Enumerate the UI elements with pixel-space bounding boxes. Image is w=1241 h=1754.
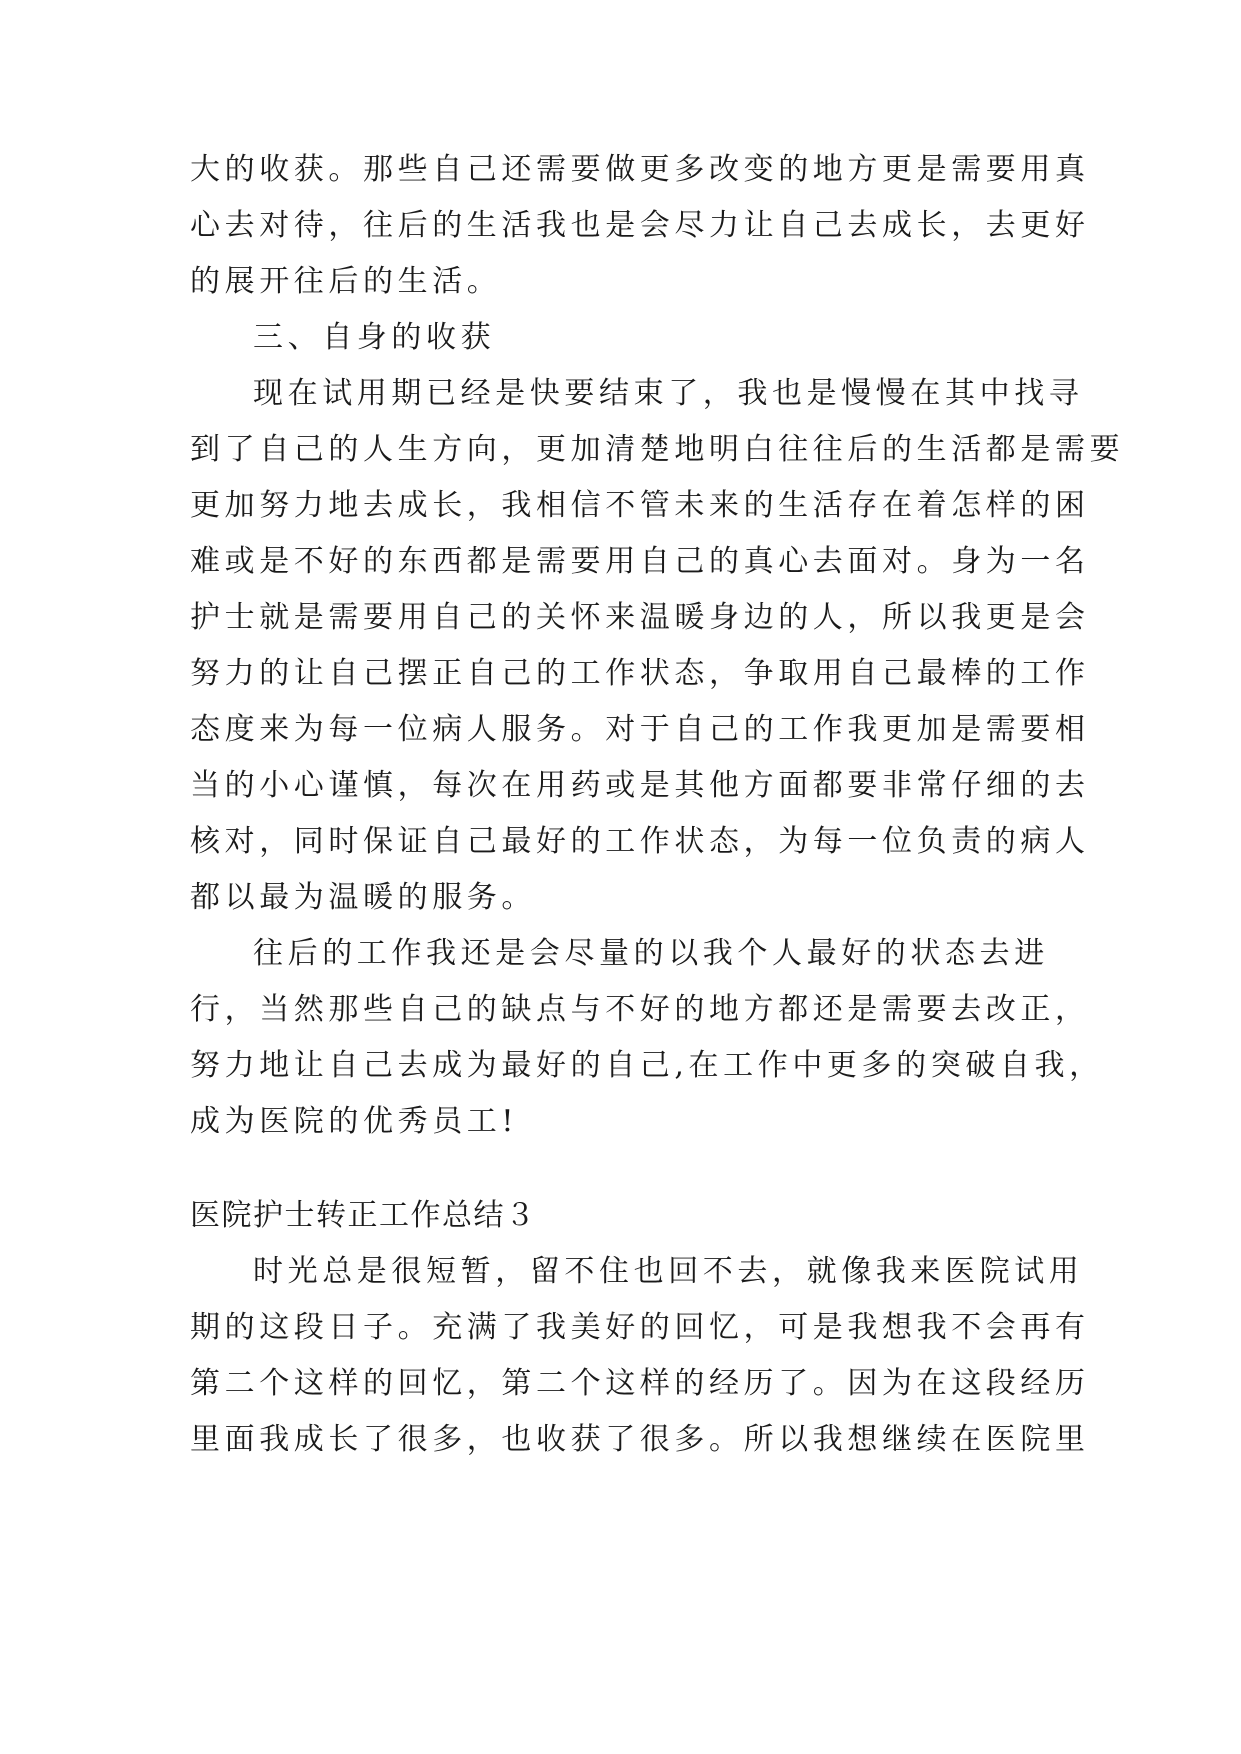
- paragraph-line: 更加努力地去成长，我相信不管未来的生活存在着怎样的困: [190, 488, 1090, 523]
- paragraph-line: 第二个这样的回忆，第二个这样的经历了。因为在这段经历: [190, 1366, 1090, 1401]
- paragraph-line: 里面我成长了很多，也收获了很多。所以我想继续在医院里: [190, 1422, 1090, 1457]
- paragraph-line: 期的这段日子。充满了我美好的回忆，可是我想我不会再有: [190, 1310, 1090, 1345]
- paragraph-line: 时光总是很短暂，留不住也回不去，就像我来医院试用: [253, 1254, 1084, 1289]
- paragraph-line: 护士就是需要用自己的关怀来温暖身边的人，所以我更是会: [190, 600, 1090, 635]
- section-heading: 三、自身的收获: [253, 320, 496, 355]
- paragraph-line: 都以最为温暖的服务。: [190, 880, 536, 915]
- paragraph-line: 的展开往后的生活。: [190, 264, 502, 299]
- paragraph-line: 大的收获。那些自己还需要做更多改变的地方更是需要用真: [190, 152, 1090, 187]
- paragraph-line: 心去对待，往后的生活我也是会尽力让自己去成长，去更好: [190, 208, 1090, 243]
- paragraph-line: 核对，同时保证自己最好的工作状态，为每一位负责的病人: [190, 824, 1090, 859]
- paragraph-line: 行，当然那些自己的缺点与不好的地方都还是需要去改正，: [190, 992, 1090, 1027]
- paragraph-line: 态度来为每一位病人服务。对于自己的工作我更加是需要相: [190, 712, 1090, 747]
- paragraph-line: 努力的让自己摆正自己的工作状态，争取用自己最棒的工作: [190, 656, 1090, 691]
- paragraph-line: 现在试用期已经是快要结束了，我也是慢慢在其中找寻: [253, 376, 1084, 411]
- paragraph-line: 努力地让自己去成为最好的自己,在工作中更多的突破自我，: [190, 1048, 1104, 1083]
- paragraph-line: 难或是不好的东西都是需要用自己的真心去面对。身为一名: [190, 544, 1090, 579]
- paragraph-line: 当的小心谨慎，每次在用药或是其他方面都要非常仔细的去: [190, 768, 1090, 803]
- paragraph-line: 到了自己的人生方向，更加清楚地明白往往后的生活都是需要: [190, 432, 1125, 467]
- section-title: 医院护士转正工作总结３: [190, 1198, 537, 1233]
- paragraph-line: 往后的工作我还是会尽量的以我个人最好的状态去进: [253, 936, 1049, 971]
- paragraph-line: 成为医院的优秀员工!: [190, 1104, 519, 1139]
